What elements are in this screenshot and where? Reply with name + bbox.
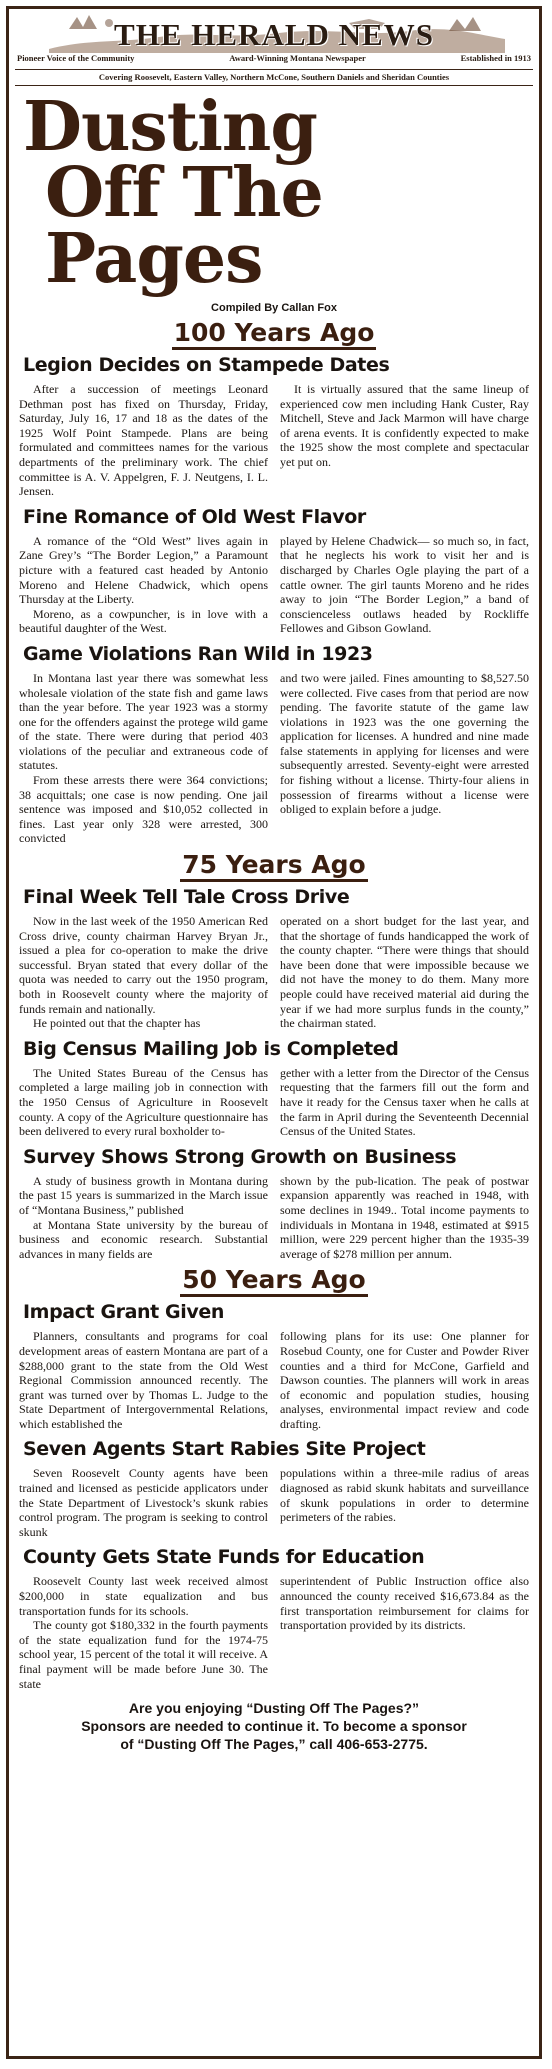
article-columns [19,382,529,499]
article [19,885,529,1031]
article-columns [19,914,529,1031]
era-heading [9,318,539,347]
page [6,6,542,2059]
article [19,1145,529,1262]
sponsor-line-1: Are you enjoying “Dusting Off The Pages?” [128,1700,420,1717]
article [19,1300,529,1431]
article-title: Legion Decides on Stampede Dates [23,354,390,376]
article-paragraph: operated on a short budget for the last year, and that the shortage of funds handicapped the work of the county chapter. “There were things that should have been done that were impossible because we did not have the money to do them. Many more people could have received material aid during the year if we had more surplus funds in the county,” the chairman stated. [280,914,529,1031]
article-column-left [19,382,268,499]
article-paragraph: A romance of the “Old West” lives again in Zane Grey’s “The Border Legion,” a Paramount picture with a featured cast headed by Antonio Moreno and Helene Chadwick, which opens Thursday at the Liberty. [19,533,268,607]
article [19,1545,529,1691]
article-title: Impact Grant Given [23,1301,224,1324]
article [19,505,529,636]
article-paragraph: He pointed out that the chapter has [33,1016,201,1031]
article-title: County Gets State Funds for Education [23,1546,425,1569]
article-column-right [280,1574,529,1691]
page-title [23,87,539,299]
masthead-left-tag: Pioneer Voice of the Community [17,53,135,63]
article-paragraph: gether with a letter from the Director of the Census requesting that the farmers fill out the form and have it ready for the Census taxer when he calls at the farm in April during the Seventeenth Decennial Census of the United States. [280,1065,529,1139]
article-paragraph: Moreno, as a cowpuncher, is in love with a beautiful daughter of the West. [19,606,268,636]
article-column-right [280,914,529,1031]
article-paragraph: following plans for its use: One planner for Rosebud County, one for Custer and Powder River counties and a third for McCone, Garfield and Dawson counties. The planners will work in areas of economic and population studies, housing analyses, environmental impact review and code drafting. [280,1329,529,1431]
article-column-right [280,1174,529,1262]
article-column-left [19,534,268,636]
article-columns [19,671,529,846]
page-title-line1: Dusting [23,87,317,167]
article-column-left [19,1066,268,1139]
article-paragraph: Now in the last week of the 1950 American Red Cross drive, county chairman Harvey Bryan Jr., issued a plea for co-operation to make the drive successful. Bryan stated that every dollar of the quota was needed to carry out the 1950 program, both in Roosevelt county where the majority of funds remain and nationally. [19,914,268,1016]
article-paragraph: It is virtually assured that the same lineup of experienced cow men including Hank Custer, Ray Mitchell, Steve and Jack Marmon will have charge of arena events. It is confidently expected to make the 1925 show the most complete and spectacular yet put on. [280,382,529,469]
article-paragraph: In Montana last year there was somewhat less wholesale violation of the state fish and game laws than the year before. The year 1923 was a stormy one for the offenders against the protege wild game of the state. There were during that period 403 violations of the peculiar and extraneous code of statutes. [19,670,268,773]
article-title: Final Week Tell Tale Cross Drive [23,886,350,909]
article-columns [19,1329,529,1431]
article-column-right [280,1466,529,1539]
masthead [9,9,539,69]
article-paragraph: After a succession of meetings Leonard Dethman post has fixed on Thursday, Friday, Saturday, July 16, 17 and 18 as the dates of the 1925 Wolf Point Stampede. Plans are being formulated and committees names for the various departments of the preliminary work. The chief committee is A. V. Appelgren, F. J. Neutgens, I. L. Jensen. [19,382,268,499]
article-columns [19,1066,529,1139]
article [19,353,529,499]
article-columns [19,1174,529,1262]
sections [9,318,539,1691]
article-title: Seven Agents Start Rabies Site Project [23,1438,426,1461]
masthead-taglines [17,53,531,63]
article-column-right [280,382,529,499]
article-title: Big Census Mailing Job is Completed [23,1037,399,1060]
article-column-left [19,1574,268,1691]
article-paragraph: From these arrests there were 364 convictions; 38 acquittals; one case is now pending. One jail sentence was imposed and $10,052 collected in fines. Last year only 328 were arrested, 300 convicted [19,773,268,846]
sponsor-line-3: of “Dusting Off The Pages,” call 406-653-2775. [120,1736,428,1753]
masthead-right-tag: Established in 1913 [460,53,531,63]
article-column-left [19,1329,268,1431]
article-paragraph: Planners, consultants and programs for coal development areas of eastern Montana are part of a $288,000 grant to the state from the Old West Regional Commission announced recently. The grant was turned over by Thomas L. Judge to the State Department of Intergovernmental Relations, which established the [19,1329,268,1431]
article [19,642,529,846]
article-paragraph: The county got $180,332 in the fourth payments of the state equalization fund for the 1974-75 school year, 15 percent of the total it will receive. A final payment will be made before June 30. The state [19,1618,268,1691]
article-column-left [19,671,268,846]
article-title: Fine Romance of Old West Flavor [23,505,366,528]
era-heading-text: 50 Years Ago [180,1265,367,1297]
article-paragraph: populations within a three-mile radius of areas diagnosed as rabid skunk habitats and surveillance of skunk populations in order to determine perimeters of the rabies. [280,1466,529,1525]
article-paragraph: and two were jailed. Fines amounting to $8,527.50 were collected. Five cases from that period are now pending. The favorite statute of the game law violations in 1923 was the one governing the application for licenses. A hundred and nine made false statements in applying for licenses and were subsequently arrested. Seventy-eight were arrested for fishing without a license. Thirty-four aliens in possession of firearms without a license were obliged to explain before a judge. [280,670,529,817]
article-column-left [19,914,268,1031]
article-column-right [280,1066,529,1139]
article-column-right [280,1329,529,1431]
article-column-left [19,1174,268,1262]
era-heading-text: 100 Years Ago [172,318,377,350]
article-paragraph: The United States Bureau of the Census has completed a large mailing job in connection with the 1950 Census of Agriculture in Roosevelt county. A copy of the Agriculture questionnaire has been delivered to every rural boxholder to- [19,1065,268,1139]
article [19,1037,529,1139]
era-heading [9,1265,539,1294]
article-columns [19,534,529,636]
article-paragraph: at Montana State university by the bureau of business and economic research. Substantial advances in many fields are [19,1217,268,1261]
era-heading [9,850,539,879]
sponsor-notice [9,1699,539,1753]
article-columns [19,1466,529,1539]
article-paragraph: superintendent of Public Instruction office also announced the county received $16,673.84 as the first transportation reimbursement for claims for transportation provided by its districts. [280,1574,529,1633]
byline: Compiled By Callan Fox [211,302,337,314]
newspaper-title: THE HERALD NEWS [114,17,434,52]
article-column-right [280,671,529,846]
article-columns [19,1574,529,1691]
era-heading-text: 75 Years Ago [180,850,367,882]
article-title: Game Violations Ran Wild in 1923 [23,642,373,665]
page-title-line2: Off The Pages [45,153,323,299]
article-paragraph: Seven Roosevelt County agents have been trained and licensed as pesticide applicators under the State Department of Livestock’s skunk rabies control program. The program is seeking to control skunk [19,1466,268,1539]
masthead-center-tag: Award-Winning Montana Newspaper [229,53,366,63]
article-paragraph: played by Helene Chadwick— so much so, in fact, that he neglects his work to visit her and is discharged by Charles Ogle playing the part of a cattle owner. The girl taunts Moreno and he rides away to join “The Border Legion,” a band of conscienceless outlaws headed by Rockliffe Fellowes and Gibson Gowland. [280,533,529,636]
article-column-right [280,534,529,636]
article [19,1437,529,1539]
article-column-left [19,1466,268,1539]
article-paragraph: shown by the pub-lication. The peak of postwar expansion apparently was reached in 1948, with some declines in 1949.. Total income payments to individuals in Montana in 1948, estimated at $915 million, were 229 percent higher than the 1935-39 average of $278 million per annum. [280,1173,529,1261]
article-title: Survey Shows Strong Growth on Business [23,1145,457,1168]
article-paragraph: Roosevelt County last week received almost $200,000 in state equalization and bus transportation funds for its schools. [19,1574,268,1618]
sponsor-line-2: Sponsors are needed to continue it. To become a sponsor [81,1718,467,1735]
article-paragraph: A study of business growth in Montana during the past 15 years is summarized in the March issue of “Montana Business,” published [19,1173,268,1217]
coverage-area: Covering Roosevelt, Eastern Valley, Northern McCone, Southern Daniels and Sheridan Counties [15,69,533,86]
